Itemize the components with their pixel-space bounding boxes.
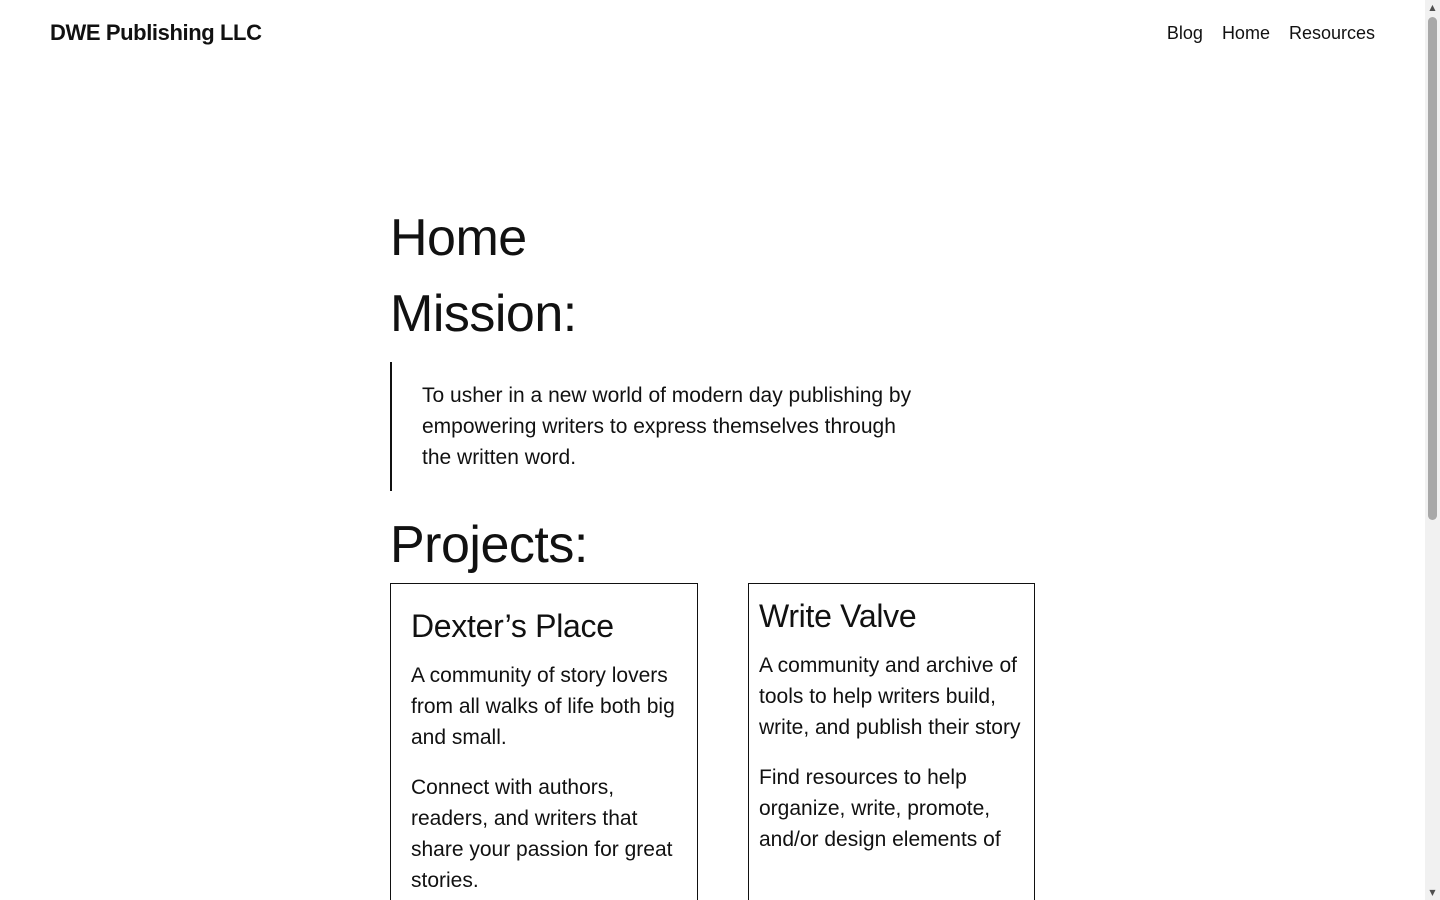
mission-heading: Mission: [390,285,577,343]
nav-link-home[interactable]: Home [1221,23,1270,43]
mission-quote-text: To usher in a new world of modern day publishing by empowering writers to express themselves through the written word. [422,384,912,469]
site-title-link[interactable]: DWE Publishing LLC [50,20,262,45]
nav-link-blog[interactable]: Blog [1166,23,1203,43]
scrollbar-thumb[interactable] [1428,17,1437,520]
main-nav [1167,23,1375,44]
project-card-description: Connect with authors, readers, and writers that share your passion for great stories. [411,776,673,892]
project-card-title: Dexter’s Place [411,608,614,644]
project-card-description: Find resources to help organize, write, promote, and/or design elements of [759,766,1001,851]
project-card-write-valve [748,583,1035,900]
nav-link-resources[interactable]: Resources [1288,23,1375,43]
chevron-up-icon[interactable]: ▲ [1429,3,1436,12]
project-card-dexters-place [390,583,698,900]
site-header [0,0,1425,70]
chevron-down-icon[interactable]: ▼ [1429,888,1436,897]
projects-grid [390,583,1035,900]
mission-quote [390,362,965,491]
project-card-description: A community and archive of tools to help writers build, write, and publish their story [759,654,1021,739]
main-content [390,200,1035,900]
projects-heading: Projects: [390,516,588,574]
project-card-title: Write Valve [759,598,917,634]
vertical-scrollbar[interactable] [1425,0,1440,900]
page-title: Home [390,209,527,267]
project-card-description: A community of story lovers from all walks of life both big and small. [411,664,675,749]
